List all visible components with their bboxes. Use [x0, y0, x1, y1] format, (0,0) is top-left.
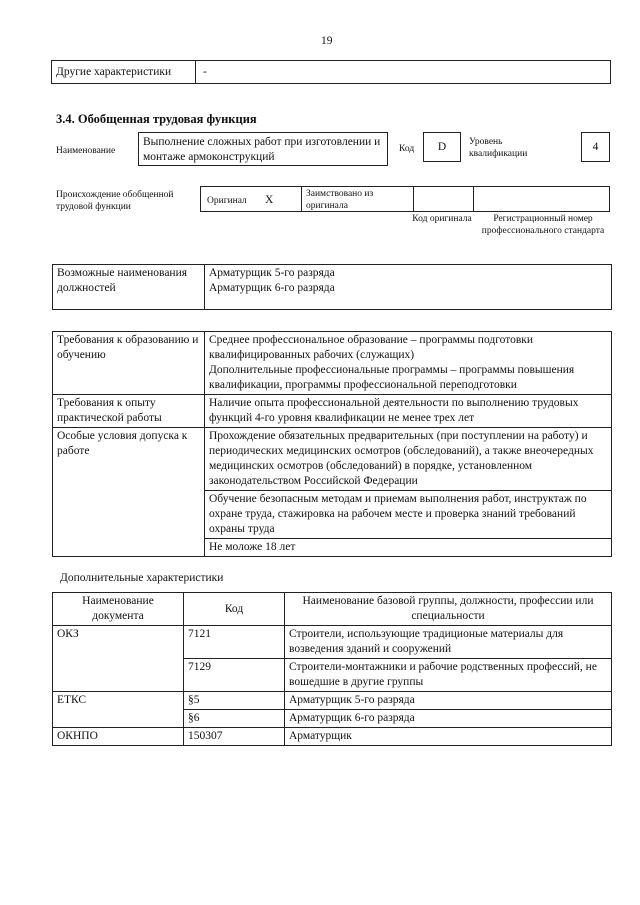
original-label: Оригинал [207, 196, 247, 206]
code-cell: §5 [184, 692, 285, 710]
borrowed-label: Заимствовано из оригинала [306, 189, 374, 211]
code-cell: §6 [184, 710, 285, 728]
header-document: Наименование документа [53, 593, 184, 626]
origin-table [200, 186, 610, 212]
req-special-value-1: Прохождение обязательных предварительных (при поступлении на работу) и периодических медицинских осмотров (обследований), а также внеочередных медицинских осмотров (обследований) в порядке, установленном законодательством Российской Федерации [205, 428, 612, 491]
code-caption: Код оригинала [412, 214, 472, 224]
code-value-text: D [437, 141, 447, 153]
positions-values [205, 265, 612, 310]
additional-title: Дополнительные характеристики [60, 572, 224, 584]
reg-caption: Регистрационный номер профессионального стандарта [481, 214, 605, 236]
code-cell: 7129 [184, 659, 285, 692]
name-label: Наименование [56, 146, 116, 156]
other-characteristics-row [51, 60, 611, 84]
page-number: 19 [321, 35, 333, 47]
req-special-label: Особые условия допуска к работе [53, 428, 205, 557]
req-special-value-2: Обучение безопасным методам и приемам выполнения работ, инструктаж по охране труда, стажировка на рабочем месте и проверка знаний требований охраны труда [205, 491, 612, 539]
other-characteristics-label: Другие характеристики [56, 66, 172, 78]
req-experience-value: Наличие опыта профессиональной деятельности по выполнению трудовых функций 4-го уровня квалификации не менее трех лет [205, 395, 612, 428]
original-mark: X [265, 194, 274, 206]
section-title: 3.4. Обобщенная трудовая функция [56, 112, 257, 126]
position-item: Арматурщик 6-го разряда [209, 282, 335, 294]
code-cell: 7121 [184, 626, 285, 659]
level-value-text: 4 [592, 141, 599, 153]
doc-cell: ОКНПО [53, 728, 184, 746]
code-cell: 150307 [184, 728, 285, 746]
header-code: Код [184, 593, 285, 626]
req-education-value: Среднее профессиональное образование – программы подготовки квалифицированных рабочих (служащих) Дополнительные профессиональные программы – программы повышения квалификации, программы профессиональной переподготовки [205, 332, 612, 395]
additional-table [52, 592, 612, 746]
group-name-cell: Арматурщик [285, 728, 612, 746]
table-row [53, 728, 612, 746]
other-characteristics-value: - [203, 66, 207, 78]
positions-label: Возможные наименования должностей [53, 265, 205, 310]
table-row [53, 626, 612, 659]
req-special-value-3: Не моложе 18 лет [205, 539, 612, 557]
doc-cell: ЕТКС [53, 692, 184, 728]
positions-table [52, 264, 612, 310]
group-name-cell: Арматурщик 6-го разряда [285, 710, 612, 728]
position-item: Арматурщик 5-го разряда [209, 267, 335, 279]
requirements-table [52, 331, 612, 557]
code-label: Код [399, 144, 415, 154]
group-name-cell: Строители, использующие традиционые материалы для возведения зданий и сооружений [285, 626, 612, 659]
req-experience-label: Требования к опыту практической работы [53, 395, 205, 428]
function-name-value: Выполнение сложных работ при изготовлении и монтаже армоконструкций [138, 132, 388, 166]
header-group-name: Наименование базовой группы, должности, профессии или специальности [285, 593, 612, 626]
req-education-label: Требования к образованию и обучению [53, 332, 205, 395]
table-row [53, 692, 612, 710]
doc-cell: ОКЗ [53, 626, 184, 692]
group-name-cell: Арматурщик 5-го разряда [285, 692, 612, 710]
level-label: Уровень квалификации [469, 137, 528, 159]
origin-label: Происхождение обобщенной трудовой функции [56, 190, 174, 212]
level-value [581, 132, 610, 162]
group-name-cell: Строители-монтажники и рабочие родственных профессий, не вошедшие в другие группы [285, 659, 612, 692]
code-value [423, 132, 461, 162]
